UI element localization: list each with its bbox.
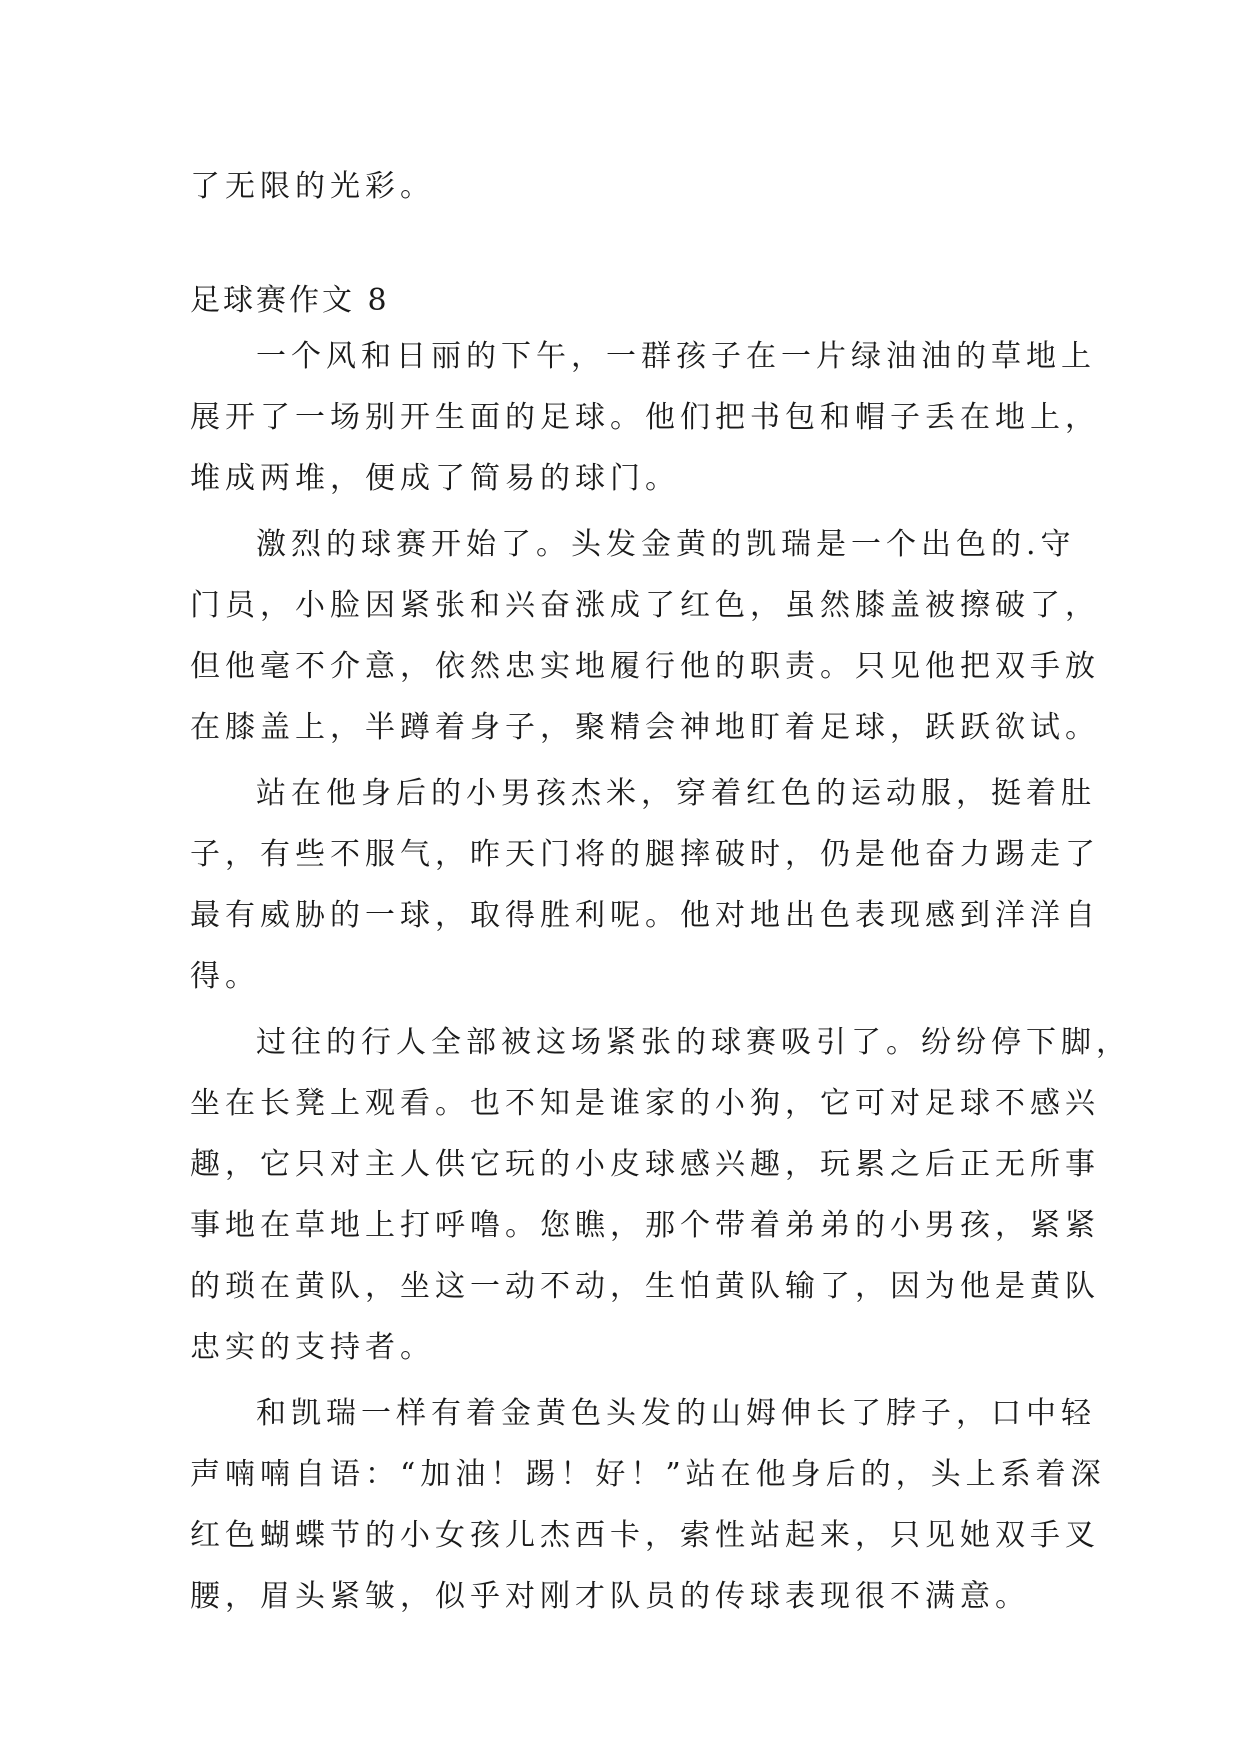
text-line: 堆成两堆，便成了简易的球门。 (190, 461, 680, 496)
text-line: 一个风和日丽的下午，一群孩子在一片绿油油的草地上 (256, 339, 1096, 374)
text-line: 红色蝴蝶节的小女孩儿杰西卡，索性站起来，只见她双手叉 (190, 1518, 1100, 1553)
paragraph (190, 1383, 1106, 1627)
text-line: 得。 (190, 959, 260, 994)
text-line: 激烈的球赛开始了。头发金黄的凯瑞是一个出色的.守 (256, 527, 1076, 562)
text-line: 但他毫不介意，依然忠实地履行他的职责。只见他把双手放 (190, 649, 1100, 684)
text-line: 门员，小脸因紧张和兴奋涨成了红色，虽然膝盖被擦破了， (190, 588, 1100, 623)
paragraph (190, 326, 1100, 509)
text-line: 趣，它只对主人供它玩的小皮球感兴趣，玩累之后正无所事 (190, 1147, 1100, 1182)
essay-body (190, 326, 1131, 1627)
heading-text: 足球赛作文 8 (190, 283, 390, 318)
text-line: 和凯瑞一样有着金黄色头发的山姆伸长了脖子，口中轻 (256, 1396, 1096, 1431)
text-line: 忠实的支持者。 (190, 1330, 435, 1365)
text-line: 最有威胁的一球，取得胜利呢。他对地出色表现感到洋洋自 (190, 898, 1100, 933)
text-line: 站在他身后的小男孩杰米，穿着红色的运动服，挺着肚 (256, 776, 1096, 811)
text-line: 子，有些不服气，昨天门将的腿摔破时，仍是他奋力踢走了 (190, 837, 1100, 872)
text-line: 事地在草地上打呼噜。您瞧，那个带着弟弟的小男孩，紧紧 (190, 1208, 1100, 1243)
text-line: 了无限的光彩。 (190, 169, 435, 204)
text-line: 过往的行人全部被这场紧张的球赛吸引了。纷纷停下脚， (256, 1025, 1131, 1060)
text-line: 的琐在黄队，坐这一动不动，生怕黄队输了，因为他是黄队 (190, 1269, 1100, 1304)
paragraph (190, 1012, 1131, 1378)
text-line: 展开了一场别开生面的足球。他们把书包和帽子丢在地上， (190, 400, 1100, 435)
text-line: 腰，眉头紧皱，似乎对刚才队员的传球表现很不满意。 (190, 1579, 1030, 1614)
section-heading (190, 270, 1070, 331)
text-line: 声喃喃自语：“加油！踢！好！”站在他身后的，头上系着深 (190, 1457, 1106, 1492)
text-line: 在膝盖上，半蹲着身子，聚精会神地盯着足球，跃跃欲试。 (190, 710, 1100, 745)
paragraph (190, 514, 1100, 758)
text-line: 坐在长凳上观看。也不知是谁家的小狗，它可对足球不感兴 (190, 1086, 1100, 1121)
paragraph (190, 763, 1100, 1007)
lead-text (190, 156, 1070, 217)
